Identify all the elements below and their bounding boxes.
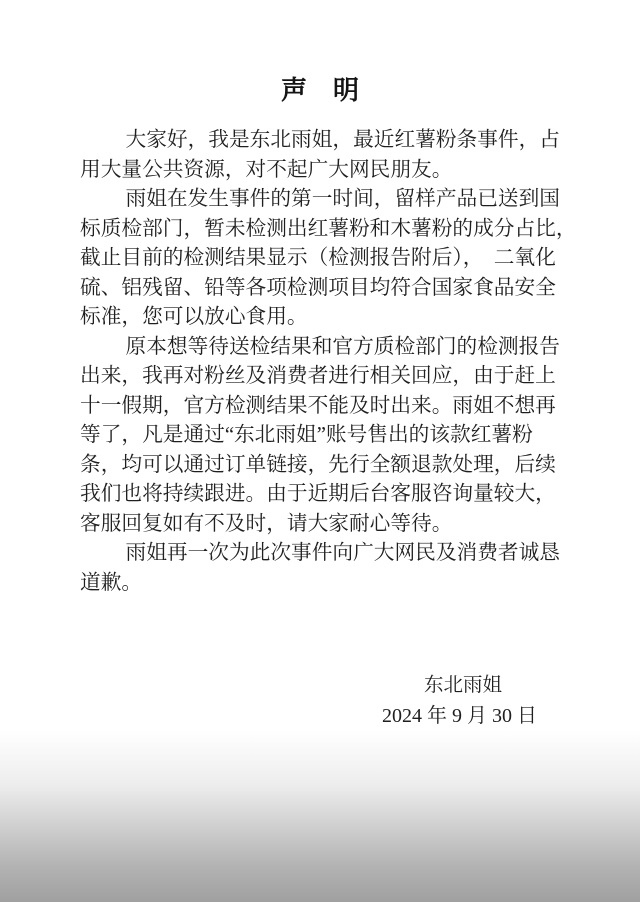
paragraph (80, 126, 560, 185)
body-line: 大家好，我是东北雨姐，最近红薯粉条事件，占 (125, 129, 560, 151)
signature-block (0, 670, 640, 732)
body-line: 出来，我再对粉丝及消费者进行相关回应，由于赶上 (80, 365, 556, 387)
signature-name: 东北雨姐 (424, 675, 503, 696)
statement-body (80, 126, 577, 598)
body-line: 条，均可以通过订单链接，先行全额退款处理，后续 (80, 453, 556, 476)
signature-date: 2024 年 9 月 30 日 (382, 705, 537, 727)
body-line: 截止目前的检测结果显示（检测报告附后）， 二氧化 (80, 247, 556, 269)
body-line: 标质检部门，暂未检测出红薯粉和木薯粉的成分占比， (80, 217, 577, 240)
body-line: 我们也将持续跟进。由于近期后台客服咨询量较大， (80, 483, 556, 505)
paragraph (80, 185, 577, 333)
body-line: 十一假期，官方检测结果不能及时出来。雨姐不想再 (80, 394, 556, 417)
body-line: 道歉。 (80, 571, 143, 594)
body-line: 客服回复如有不及时，请大家耐心等待。 (80, 512, 453, 535)
body-line: 硫、铝残留、铅等各项检测项目均符合国家食品安全 (80, 276, 556, 299)
body-line: 原本想等待送检结果和官方质检部门的检测报告 (125, 335, 560, 358)
body-line: 雨姐在发生事件的第一时间，留样产品已送到国 (125, 188, 560, 210)
body-line: 用大量公共资源，对不起广大网民朋友。 (80, 158, 453, 181)
body-line: 等了，凡是通过“东北雨姐”账号售出的该款红薯粉 (80, 424, 533, 446)
paragraph (80, 333, 560, 540)
body-line: 雨姐再一次为此次事件向广大网民及消费者诚恳 (125, 542, 560, 564)
paragraph (80, 539, 560, 598)
statement-title: 声 明 (280, 76, 359, 105)
body-line: 标准，您可以放心食用。 (80, 306, 308, 328)
